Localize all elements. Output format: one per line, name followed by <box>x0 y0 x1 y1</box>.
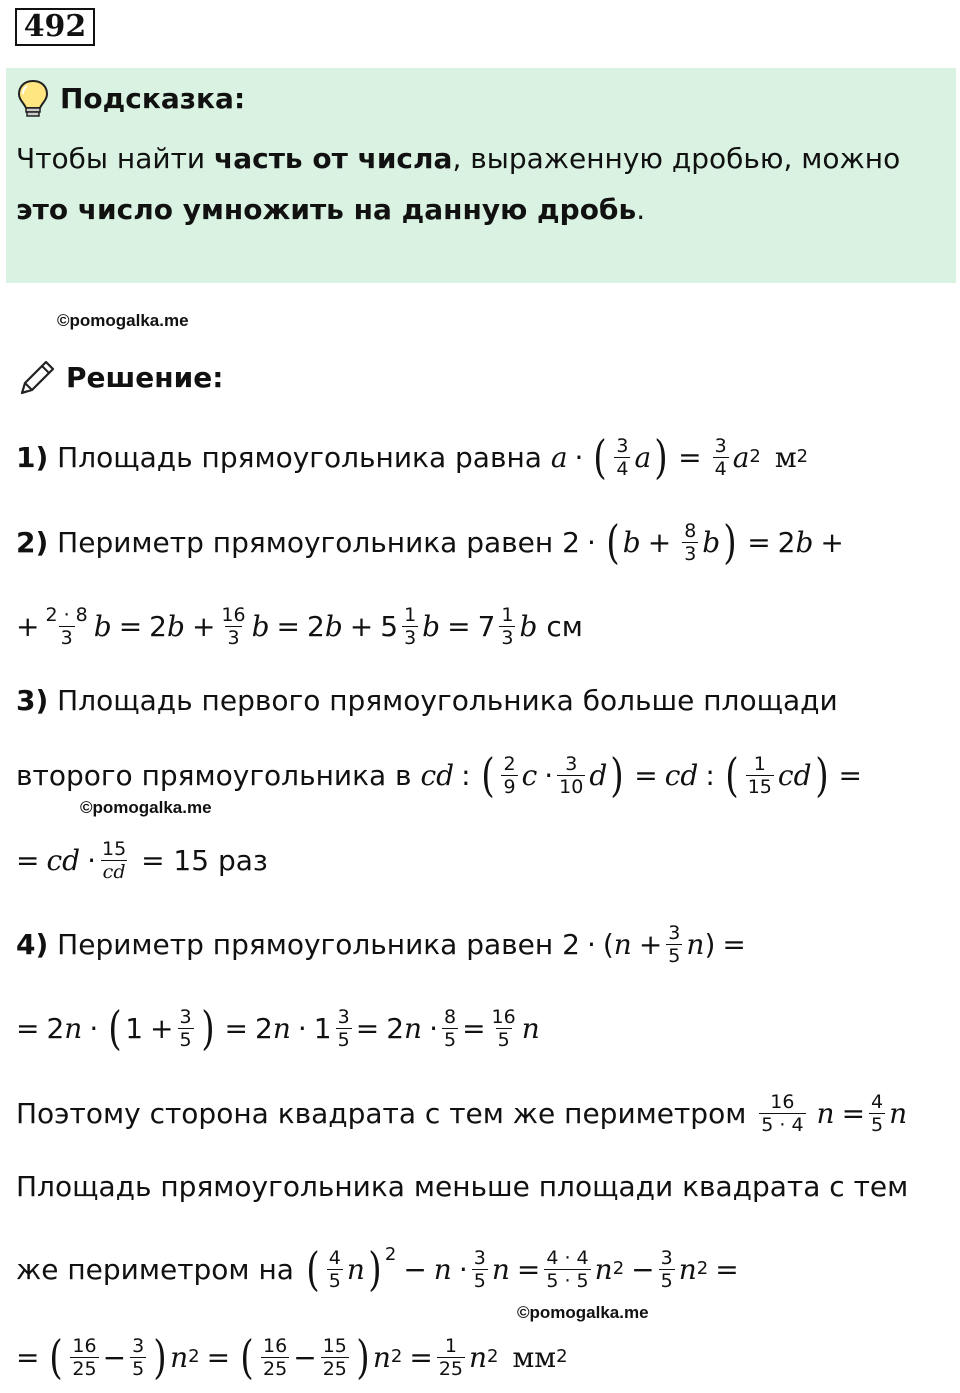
step-4-side-text: Поэтому сторона квадрата с тем же периметром <box>16 1096 756 1130</box>
step-2: 2) Периметр прямоугольника равен 2 · ( b + $\frac{8}{3}$ b ) = 2 b + <box>16 515 844 569</box>
step-2-text: Периметр прямоугольника равен <box>48 525 563 559</box>
pencil-icon <box>16 357 58 397</box>
step-4-line-2: = 2 n · ( 1 + $\frac{3}{5}$ ) = 2 n · 1 $\frac{3}{5}$ = 2 n · $\frac{8}{5}$ = $\frac{16}{5}$ n <box>16 1001 540 1055</box>
step-1-text: Площадь прямоугольника равна <box>48 440 551 474</box>
step-3 <box>16 680 838 720</box>
unit-m2: м <box>774 440 797 474</box>
watermark-3: ©pomogalka.me <box>517 1303 649 1322</box>
step-2-number: 2) <box>16 525 49 559</box>
unit-mm2: мм <box>512 1340 557 1374</box>
step-4-line-6: = ( $\frac{16}{25}$ − $\frac{3}{5}$ ) n 2 = ( $\frac{16}{25}$ − $\frac{15}{25}$ ) n 2 = $\frac{1}{25}$ n 2 мм 2 <box>16 1330 568 1384</box>
hint-line-2 <box>16 193 645 226</box>
watermark: ©pomogalka.me <box>57 311 189 330</box>
lightbulb-icon <box>16 78 50 118</box>
solution-title-text: Решение: <box>66 360 224 394</box>
step-1-number: 1) <box>16 440 49 474</box>
step-4-line-3: Поэтому сторона квадрата с тем же периметром $\frac{16}{5 \cdot 4}$ n = $\frac{4}{5}$ n <box>16 1090 908 1136</box>
step-3-result: = 15 раз <box>132 843 268 877</box>
unit-cm: см <box>537 609 583 643</box>
hint-bold-1: часть от числа <box>213 142 453 175</box>
step-3-text: Площадь первого прямоугольника больше площади <box>48 683 838 717</box>
step-4-number: 4) <box>16 927 49 961</box>
hint-line-1 <box>16 142 900 175</box>
watermark-2: ©pomogalka.me <box>80 798 212 817</box>
hint-bold-2: это число умножить на данную дробь <box>16 193 637 226</box>
step-2-cont: + $\frac{2 \cdot 8}{3}$ b = 2 b + $\frac{16}{3}$ b = 2 b + 5 $\frac{1}{3}$ b = 7 $\frac{1}{3}$ b см <box>16 603 583 649</box>
step-4-area-text-2: же периметром на <box>16 1252 303 1286</box>
step-3-line-2: второго прямоугольника в cd : ( $\frac{2}{9}$ c · $\frac{3}{10}$ d ) = cd : ( $\frac{1}{15}$ cd ) = <box>16 748 862 802</box>
step-3-number: 3) <box>16 683 49 717</box>
step-4: 4) Периметр прямоугольника равен 2 · ( n + $\frac{3}{5}$ n ) = <box>16 921 746 967</box>
step-4-text: Периметр прямоугольника равен <box>48 927 563 961</box>
hint-title-text: Подсказка: <box>60 81 246 115</box>
hint-title <box>16 78 245 118</box>
hint-text-3: . <box>636 193 646 226</box>
solution-title <box>16 357 223 397</box>
hint-text-2: , выраженную дробью, можно <box>452 142 901 175</box>
step-4-line-5: же периметром на ( $\frac{4}{5}$ n ) $^2$ − n · $\frac{3}{5}$ n = $\frac{4 \cdot 4}{5 \cdot 5}$ n 2 − $\frac{3}{5}$ n 2 = <box>16 1242 739 1296</box>
step-4-area-text-1: Площадь прямоугольника меньше площади квадрата с тем <box>16 1169 909 1203</box>
hint-text-1: Чтобы найти <box>16 142 214 175</box>
step-3-text-2: второго прямоугольника в <box>16 758 421 792</box>
step-1: 1) Площадь прямоугольника равна a · ( $\frac{3}{4}$ a ) = $\frac{3}{4}$ a 2 м 2 <box>16 430 809 484</box>
problem-number: 492 <box>15 8 95 46</box>
step-4-line-4 <box>16 1166 908 1206</box>
step-3-line-3: = cd · $\frac{15}{cd}$ = 15 раз <box>16 837 268 883</box>
